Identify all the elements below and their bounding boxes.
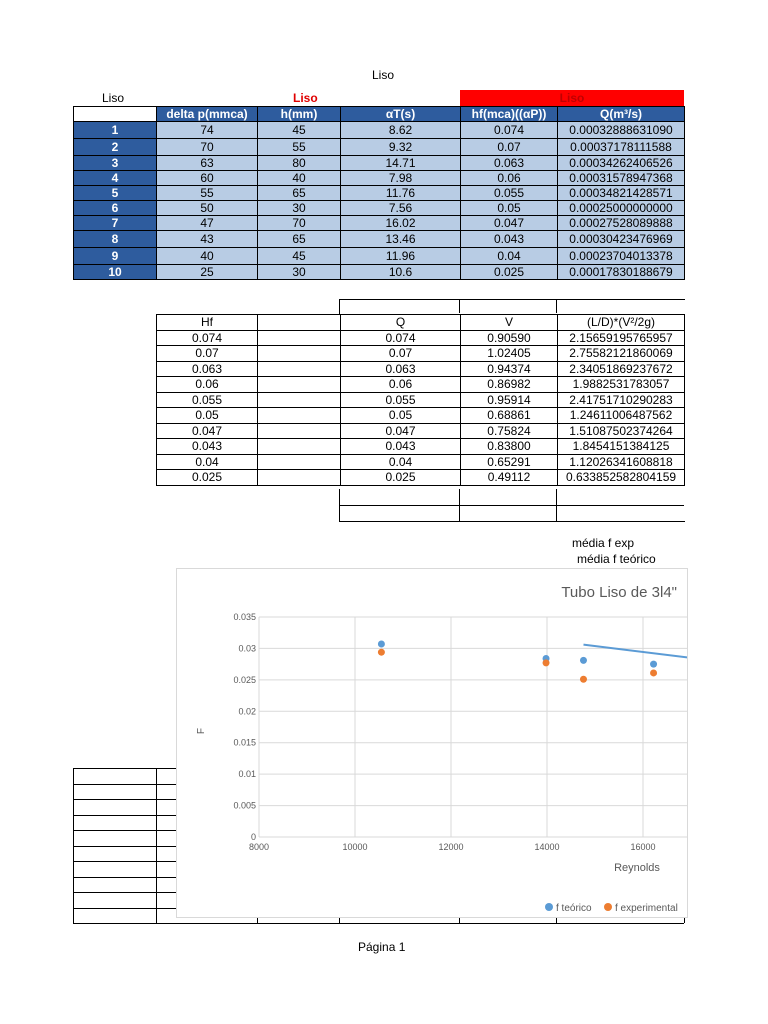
cell: 1.51087502374264 (558, 423, 685, 439)
cell: 0.05 (341, 408, 461, 424)
cell: 2.34051869237672 (558, 361, 685, 377)
cell: 0.055 (341, 392, 461, 408)
page-footer: Página 1 (358, 940, 406, 954)
cell: 2.41751710290283 (558, 392, 685, 408)
cell: 0.86982 (461, 377, 558, 393)
label-liso-left: Liso (102, 91, 125, 105)
table-header-row (157, 315, 685, 331)
cell: 11.96 (341, 248, 461, 265)
y-tick-label: 0.025 (233, 674, 256, 685)
x-tick-label: 16000 (630, 842, 656, 852)
cell: 0.00034821428571 (558, 186, 685, 201)
cell (258, 408, 341, 424)
cell: 0.043 (157, 439, 258, 455)
table-row (74, 265, 685, 280)
cell: 0.047 (461, 216, 558, 231)
x-tick-label: 12000 (438, 842, 464, 852)
x-tick-label: 14000 (534, 842, 560, 852)
grid-row-line (73, 923, 684, 924)
cell: 0.055 (157, 392, 258, 408)
cell: 0.05 (461, 201, 558, 216)
cell: 0.00032888631090 (558, 122, 685, 139)
cell: 0.07 (461, 139, 558, 156)
header-h: h(mm) (258, 107, 341, 122)
data-points (378, 641, 657, 683)
y-tick-label: 0.03 (238, 643, 256, 654)
table-row (157, 346, 685, 362)
point-f-experimental (650, 669, 657, 676)
row-index: 7 (74, 216, 157, 231)
cell: 0.49112 (461, 470, 558, 486)
y-tick-label: 0.015 (233, 737, 256, 748)
cell: 11.76 (341, 186, 461, 201)
table-row (74, 186, 685, 201)
divider (556, 489, 557, 521)
cell: 1.9882531783057 (558, 377, 685, 393)
cell: 80 (258, 156, 341, 171)
header-delta-p: delta p(mmca) (157, 107, 258, 122)
cell: 0.00034262406526 (558, 156, 685, 171)
cell: 30 (258, 201, 341, 216)
chart-container (176, 568, 688, 918)
media-f-teorico: média f teórico (577, 552, 656, 566)
cell: 65 (258, 231, 341, 248)
cell: 45 (258, 248, 341, 265)
divider (556, 299, 557, 313)
header-q: Q (341, 315, 461, 331)
table-row (157, 454, 685, 470)
calculation-table (156, 314, 685, 486)
x-axis-label: Reynolds (614, 862, 660, 874)
cell: 0.047 (341, 423, 461, 439)
chart-legend (545, 903, 678, 914)
table-header-row (74, 107, 685, 122)
cell: 0.06 (157, 377, 258, 393)
cell: 25 (157, 265, 258, 280)
table-row (157, 470, 685, 486)
divider (459, 489, 460, 521)
trendline (583, 645, 687, 658)
y-axis-ticks (233, 612, 256, 842)
cell: 0.90590 (461, 330, 558, 346)
cell: 0.00030423476969 (558, 231, 685, 248)
cell: 0.055 (461, 186, 558, 201)
cell: 0.063 (157, 361, 258, 377)
cell: 0.04 (461, 248, 558, 265)
y-tick-label: 0 (250, 832, 256, 842)
cell (258, 439, 341, 455)
cell: 0.074 (157, 330, 258, 346)
x-axis-ticks (249, 842, 656, 852)
chart-title: Tubo Liso de 3l4" (561, 584, 677, 601)
point-f-teorico (580, 657, 587, 664)
row-index: 2 (74, 139, 157, 156)
cell: 70 (157, 139, 258, 156)
y-tick-label: 0.02 (238, 706, 256, 717)
row-index: 10 (74, 265, 157, 280)
cell: 70 (258, 216, 341, 231)
header-hf: hf(mca)((αP)) (461, 107, 558, 122)
cell: 0.025 (157, 470, 258, 486)
cell: 0.00025000000000 (558, 201, 685, 216)
cell: 0.00023704013378 (558, 248, 685, 265)
cell: 60 (157, 171, 258, 186)
cell (258, 392, 341, 408)
cell: 30 (258, 265, 341, 280)
page-title: Liso (372, 68, 395, 82)
cell: 55 (157, 186, 258, 201)
cell: 0.07 (157, 346, 258, 362)
cell: 0.047 (157, 423, 258, 439)
table-row (74, 231, 685, 248)
header-hf: Hf (157, 315, 258, 331)
point-f-experimental (580, 676, 587, 683)
table-row (157, 439, 685, 455)
y-tick-label: 0.005 (233, 800, 256, 811)
table-row (74, 122, 685, 139)
cell (258, 346, 341, 362)
header-q: Q(m³/s) (558, 107, 685, 122)
cell: 1.02405 (461, 346, 558, 362)
cell: 7.56 (341, 201, 461, 216)
cell (258, 361, 341, 377)
cell: 2.15659195765957 (558, 330, 685, 346)
cell: 50 (157, 201, 258, 216)
row-index: 3 (74, 156, 157, 171)
table-row (157, 392, 685, 408)
row-index: 6 (74, 201, 157, 216)
legend-label-teorico: f teórico (556, 903, 592, 914)
cell: 0.00027528089888 (558, 216, 685, 231)
cell: 0.00031578947368 (558, 171, 685, 186)
y-axis-label: F (196, 727, 207, 735)
cell: 65 (258, 186, 341, 201)
cell: 45 (258, 122, 341, 139)
cell: 0.00017830188679 (558, 265, 685, 280)
cell: 0.025 (341, 470, 461, 486)
row-index: 9 (74, 248, 157, 265)
cell (258, 454, 341, 470)
cell (258, 377, 341, 393)
cell: 0.043 (461, 231, 558, 248)
legend-marker-experimental (604, 903, 612, 911)
table-row (74, 248, 685, 265)
cell: 10.6 (341, 265, 461, 280)
cell: 43 (157, 231, 258, 248)
cell: 0.06 (341, 377, 461, 393)
table-row (157, 361, 685, 377)
cell: 0.95914 (461, 392, 558, 408)
measurements-table (73, 106, 685, 280)
cell: 0.06 (461, 171, 558, 186)
scatter-chart (177, 569, 687, 917)
header-ld: (L/D)*(V²/2g) (558, 315, 685, 331)
cell (258, 330, 341, 346)
table-row (74, 216, 685, 231)
cell: 0.04 (341, 454, 461, 470)
cell: 0.83800 (461, 439, 558, 455)
y-tick-label: 0.01 (238, 769, 256, 780)
header-blank (74, 107, 157, 122)
table-row (74, 156, 685, 171)
cell: 0.074 (341, 330, 461, 346)
grid-col-line (73, 768, 74, 923)
cell: 9.32 (341, 139, 461, 156)
y-tick-label: 0.035 (233, 612, 256, 622)
row-index: 4 (74, 171, 157, 186)
row-index: 1 (74, 122, 157, 139)
cell: 40 (157, 248, 258, 265)
table-row (157, 423, 685, 439)
cell: 0.04 (157, 454, 258, 470)
cell: 13.46 (341, 231, 461, 248)
table-row (157, 408, 685, 424)
row-index: 5 (74, 186, 157, 201)
cell: 14.71 (341, 156, 461, 171)
cell: 0.75824 (461, 423, 558, 439)
point-f-experimental (378, 649, 385, 656)
media-f-exp: média f exp (572, 536, 635, 550)
point-f-teorico (650, 661, 657, 668)
cell (258, 470, 341, 486)
cell: 0.94374 (461, 361, 558, 377)
legend-marker-teorico (545, 903, 553, 911)
cell: 47 (157, 216, 258, 231)
grid-col-line (156, 768, 157, 923)
cell: 1.8454151384125 (558, 439, 685, 455)
cell: 0.05 (157, 408, 258, 424)
cell: 0.65291 (461, 454, 558, 470)
header-at: αT(s) (341, 107, 461, 122)
cell: 0.043 (341, 439, 461, 455)
cell: 2.75582121860069 (558, 346, 685, 362)
header-v: V (461, 315, 558, 331)
table-row (157, 377, 685, 393)
x-tick-label: 8000 (248, 842, 270, 852)
cell: 0.633852582804159 (558, 470, 685, 486)
cell: 0.00037178111588 (558, 139, 685, 156)
cell: 63 (157, 156, 258, 171)
trendline-group (583, 645, 687, 658)
cell: 0.063 (461, 156, 558, 171)
table-row (74, 171, 685, 186)
cell: 0.025 (461, 265, 558, 280)
table-row (74, 139, 685, 156)
cell: 55 (258, 139, 341, 156)
table-row (74, 201, 685, 216)
label-liso-mid: Liso (293, 91, 318, 105)
row-index: 8 (74, 231, 157, 248)
cell: 0.063 (341, 361, 461, 377)
point-f-teorico (378, 641, 385, 648)
cell: 8.62 (341, 122, 461, 139)
cell (258, 423, 341, 439)
cell: 0.074 (461, 122, 558, 139)
point-f-experimental (543, 659, 550, 666)
cell: 40 (258, 171, 341, 186)
cell: 16.02 (341, 216, 461, 231)
table-row (157, 330, 685, 346)
cell: 1.24611006487562 (558, 408, 685, 424)
cell: 0.68861 (461, 408, 558, 424)
cell: 74 (157, 122, 258, 139)
cell: 0.07 (341, 346, 461, 362)
legend-label-experimental: f experimental (615, 903, 678, 914)
cell: 7.98 (341, 171, 461, 186)
empty-box-top (339, 299, 685, 314)
divider (459, 299, 460, 313)
x-tick-label: 10000 (342, 842, 368, 852)
liso-banner: Liso (460, 90, 684, 106)
header-blank (258, 315, 341, 331)
cell: 1.12026341608818 (558, 454, 685, 470)
divider (339, 505, 684, 506)
